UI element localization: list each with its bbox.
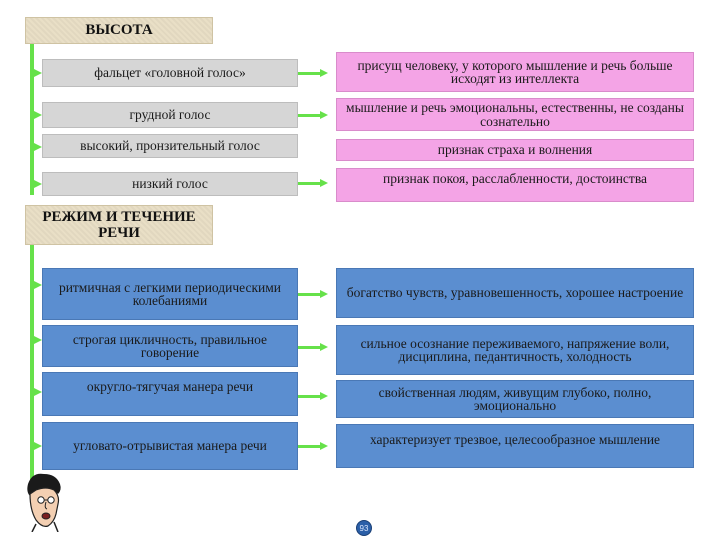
arrow-icon xyxy=(34,143,42,151)
row-connector xyxy=(298,445,320,448)
row-connector xyxy=(298,182,320,185)
speech-description-box: свойственная людям, живущим глубоко, полно, эмоционально xyxy=(336,380,694,418)
row-connector xyxy=(298,346,320,349)
height-description-box: признак покоя, расслабленности, достоинства xyxy=(336,168,694,202)
height-type-box: высокий, пронзительный голос xyxy=(42,134,298,158)
arrow-icon xyxy=(34,336,42,344)
height-description-box: мышление и речь эмоциональны, естественны, не созданы сознательно xyxy=(336,98,694,131)
speech-description-box: характеризует трезвое, целесообразное мышление xyxy=(336,424,694,468)
arrow-icon xyxy=(320,111,328,119)
speech-mode-box: ритмичная с легкими периодическими колебаниями xyxy=(42,268,298,320)
arrow-icon xyxy=(34,281,42,289)
height-description-box: присущ человеку, у которого мышление и речь больше исходят из интеллекта xyxy=(336,52,694,92)
speech-mode-box: угловато-отрывистая манера речи xyxy=(42,422,298,470)
section1-header: ВЫСОТА xyxy=(25,17,213,44)
speech-description-box: сильное осознание переживаемого, напряжение воли, дисциплина, педантичность, холодность xyxy=(336,325,694,375)
height-description-box: признак страха и волнения xyxy=(336,139,694,161)
height-type-box: грудной голос xyxy=(42,102,298,128)
arrow-icon xyxy=(320,343,328,351)
arrow-icon xyxy=(34,111,42,119)
arrow-icon xyxy=(320,392,328,400)
arrow-icon xyxy=(320,69,328,77)
section1-vertical-connector xyxy=(30,44,34,195)
arrow-icon xyxy=(34,388,42,396)
arrow-icon xyxy=(320,290,328,298)
height-type-box: фальцет «головной голос» xyxy=(42,59,298,87)
row-connector xyxy=(298,114,320,117)
arrow-icon xyxy=(34,180,42,188)
arrow-icon xyxy=(320,442,328,450)
speech-mode-box: строгая цикличность, правильное говорение xyxy=(42,325,298,367)
row-connector xyxy=(298,395,320,398)
row-connector xyxy=(298,293,320,296)
page-number: 93 xyxy=(356,520,372,536)
speech-description-box: богатство чувств, уравновешенность, хорошее настроение xyxy=(336,268,694,318)
arrow-icon xyxy=(34,442,42,450)
height-type-box: низкий голос xyxy=(42,172,298,196)
section2-header: РЕЖИМ И ТЕЧЕНИЕ РЕЧИ xyxy=(25,205,213,245)
row-connector xyxy=(298,72,320,75)
speech-mode-box: округло-тягучая манера речи xyxy=(42,372,298,416)
talking-face-icon xyxy=(14,470,70,532)
arrow-icon xyxy=(320,179,328,187)
arrow-icon xyxy=(34,69,42,77)
